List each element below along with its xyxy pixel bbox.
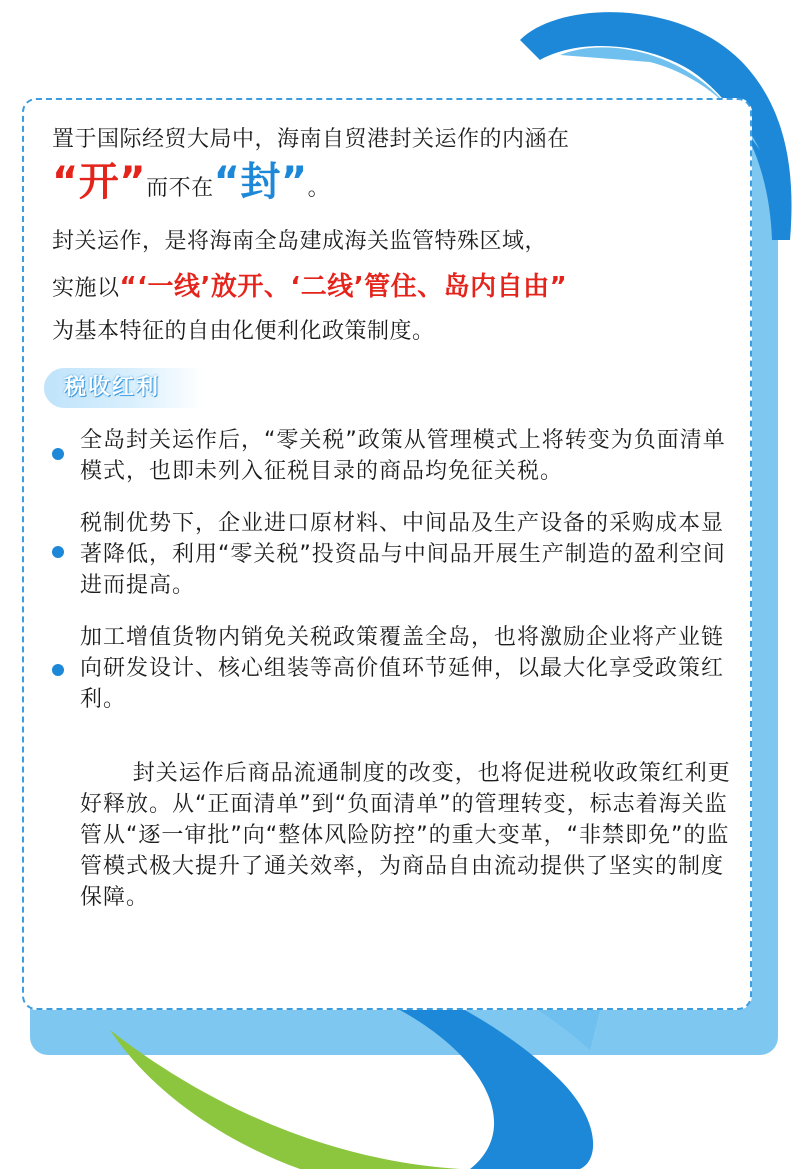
bullet-text-1: 全岛封关运作后，“零关税”政策从管理模式上将转变为负面清单模式，也即未列入征税目录的商品均免征关税。	[80, 428, 726, 484]
bullet-text-2: 税制优势下，企业进口原材料、中间品及生产设备的采购成本显著降低，利用“零关税”投资品与中间品开展生产制造的盈利空间进而提高。	[80, 511, 726, 598]
open-word: “开”	[52, 159, 147, 205]
section-tag-tax: 税收红利	[44, 368, 204, 408]
seal-word: “封”	[213, 159, 308, 205]
intro-line-2	[52, 150, 330, 207]
closing-paragraph: 封关运作后商品流通制度的改变，也将促进税收政策红利更好释放。从“正面清单”到“负面清单”的管理转变，标志着海关监管从“逐一审批”向“整体风险防控”的重大变革，“非禁即免”的监管模式极大提升了通关效率，为商品自由流动提供了坚实的制度保障。	[80, 761, 731, 910]
bullet-dot	[52, 664, 64, 676]
intro-line-5: 为基本特征的自由化便利化政策制度。	[52, 319, 435, 344]
bullet-dot	[52, 546, 64, 558]
end-punct: 。	[307, 176, 331, 201]
intro-line-1: 置于国际经贸大局中，海南自贸港封关运作的内涵在	[52, 127, 570, 152]
bullet-text-3: 加工增值货物内销免关税政策覆盖全岛，也将激励企业将产业链向研发设计、核心组装等高价值环节延伸，以最大化享受政策红利。	[80, 625, 725, 712]
intro-line-4	[52, 266, 567, 303]
line4-prefix: 实施以	[52, 276, 120, 301]
middle-text: 而不在	[146, 176, 214, 201]
policy-emphasis: “‘一线’放开、‘二线’管住、岛内自由”	[119, 272, 568, 302]
bullet-dot	[52, 448, 64, 460]
intro-line-3: 封关运作，是将海南全岛建成海关监管特殊区域，	[52, 229, 548, 254]
